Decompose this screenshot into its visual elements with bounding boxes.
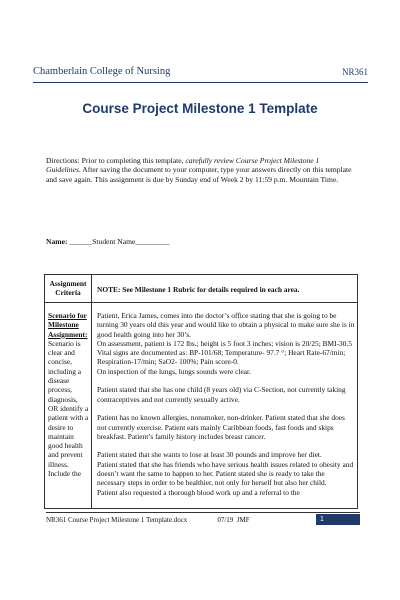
column-divider [91,275,92,508]
scenario-paragraph: Patient, Erica James, comes into the doctor’s office stating that she is going to be turning 30 years old this year and would like to obtain a physical to make sure she is in good health going into her 30’s. [97,311,355,339]
criteria-title: Scenario for Milestone Assignment: [48,311,88,339]
course-code: NR361 [341,67,368,77]
directions-paragraph [46,156,356,184]
scenario-cell[interactable] [97,311,355,497]
scenario-paragraph: On inspection of the lungs, lungs sounds were clear. [97,366,251,376]
scenario-paragraph: Patient has no known allergies, nonsmoker, non-drinker. Patient stated that she does not currently exercise. Patient eats mainly Caribbean foods, fast foods and skips breakfast. Patient’s family history includes breast cancer. [97,413,345,441]
college-name: Chamberlain College of Nursing [33,66,171,77]
name-label: Name: [46,237,68,246]
student-name-field[interactable]: ______Student Name_________ [67,237,170,246]
page-number-badge: 1 [316,514,360,525]
scenario-paragraph: Patient stated that she has one child (8 years old) via C-Section, not currently taking contraceptives and not currently sexually active. [97,385,346,404]
scenario-paragraph: Patient stated that she wants to lose at least 30 pounds and improve her diet. [97,450,322,460]
directions-suffix: . After saving the document to your computer, type your answers directly on this template and save again. This assignment is due by Sunday end of Week 2 by 11:59 p.m. Mountain Time. [46,165,352,184]
directions-prefix: Directions: Prior to completing this template, [46,156,186,165]
footer-initials: JMF [236,516,250,524]
page-header [33,66,368,86]
scenario-paragraph: Vital signs are documented as: BP-101/68; Temperature- 97.7 °; Heart Rate-67/min; Respiration-17/min; SaO2- 100%; Pain score-0. [97,348,346,367]
page-footer [46,512,360,527]
col-header-note: NOTE: See Milestone 1 Rubric for details required in each area. [97,285,300,294]
footer-date: 07/19 [217,516,234,524]
col-header-criteria: Assignment Criteria [49,279,87,297]
scenario-paragraph: Patient also requested a thorough blood work up and a referral to the [97,487,300,497]
header-divider [33,82,368,83]
footer-text [46,516,250,524]
name-line [46,237,170,246]
footer-filename: NR361 Course Project Milestone 1 Template.docx [46,516,188,524]
scenario-paragraph: Patient stated that she has friends who have serious health issues related to obesity and doesn’t want the same to happen to her. Patient stated she is ready to take the necessary steps in order to be healthier, not only for herself but also her child. [97,459,354,488]
criteria-cell [48,311,89,478]
criteria-table [44,274,358,509]
directions-guidelines-emphasis: carefully review Course Project Milestone 1 Guidelines [46,156,320,175]
scenario-paragraph: On assessment, patient is 172 lbs.; height is 5 foot 3 inches; vision is 20/25; BMI-30.5 [97,338,352,348]
criteria-description: Scenario is clear and concise, including a disease process, diagnosis, OR identify a patient with a desire to maintain good health and prevent illness. Include the [48,338,89,479]
document-title: Course Project Milestone 1 Template [82,101,318,116]
